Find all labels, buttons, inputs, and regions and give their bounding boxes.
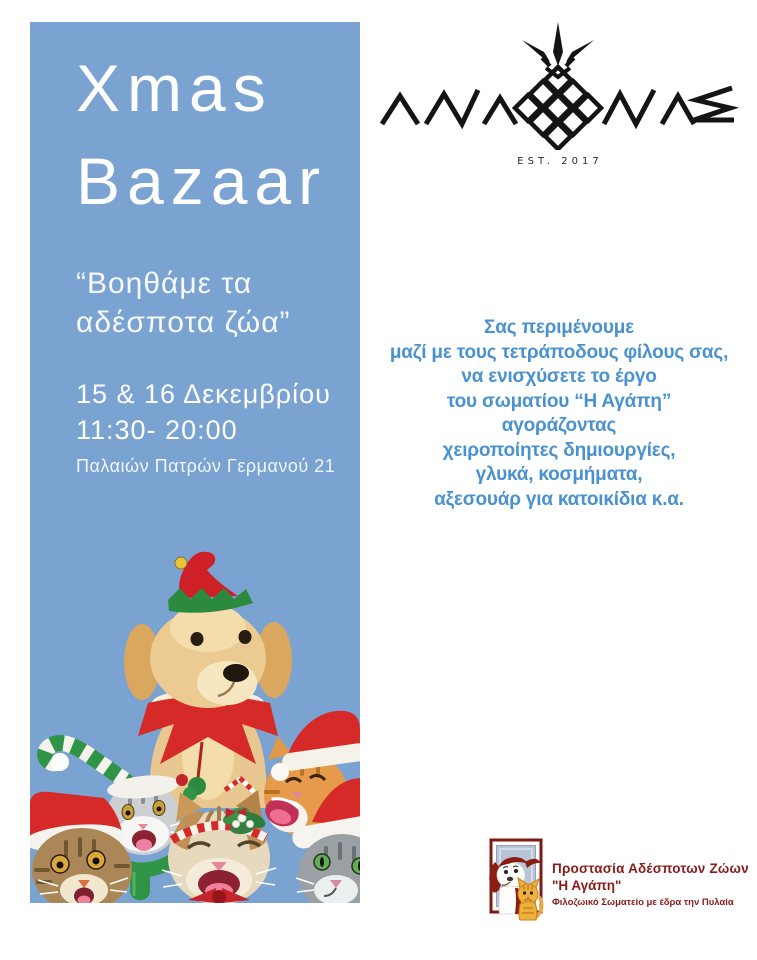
- event-date: 15 & 16 Δεκεμβρίου: [76, 379, 331, 409]
- event-quote-line1: “Βοηθάμε τα: [76, 267, 253, 300]
- event-title-line1: Xmas: [76, 51, 273, 125]
- event-quote: [76, 264, 291, 342]
- pets-photo-illustration: [30, 540, 360, 903]
- message-line: αγοράζοντας: [501, 415, 617, 436]
- left-panel: [30, 22, 360, 903]
- org-name: Προστασία Αδέσποτων Ζώων: [552, 861, 749, 876]
- message-line: αξεσουάρ για κατοικίδια κ.α.: [434, 488, 684, 510]
- event-title: [76, 42, 327, 228]
- message-line: γλυκά, κοσμήματα,: [475, 464, 643, 485]
- message-line: μαζί με τους τετράποδους φίλους σας,: [389, 341, 729, 363]
- invitation-message: [364, 316, 754, 512]
- established-text: EST. 2017: [517, 156, 603, 167]
- event-title-line2: Bazaar: [76, 144, 328, 218]
- message-line: Σας περιμένουμε: [484, 317, 634, 338]
- message-line: να ενισχύσετε το έργο: [461, 366, 657, 387]
- event-address: Παλαιών Πατρών Γερμανού 21: [76, 456, 336, 476]
- event-schedule: [76, 376, 335, 478]
- event-quote-line2: αδέσποτα ζώα”: [76, 306, 291, 339]
- elf-hat-icon: [168, 552, 253, 613]
- org-text: [552, 860, 757, 910]
- org-name-quoted: "Η Αγάπη": [552, 878, 622, 893]
- red-pom: [176, 774, 188, 786]
- pineapple-icon: [515, 22, 601, 149]
- event-time: 11:30- 20:00: [76, 415, 238, 445]
- org-subtitle: Φιλοζωικό Σωματείο με έδρα την Πυλαία: [552, 897, 734, 908]
- ananas-logo: [372, 20, 748, 167]
- dog-golden-retriever: [124, 552, 292, 808]
- message-line: του σωματίου “Η Αγάπη”: [446, 390, 672, 412]
- ananas-wordmark: [378, 20, 742, 150]
- org-dog-cat-logo: [482, 838, 546, 928]
- message-line: χειροποίητες δημιουργίες,: [442, 439, 676, 461]
